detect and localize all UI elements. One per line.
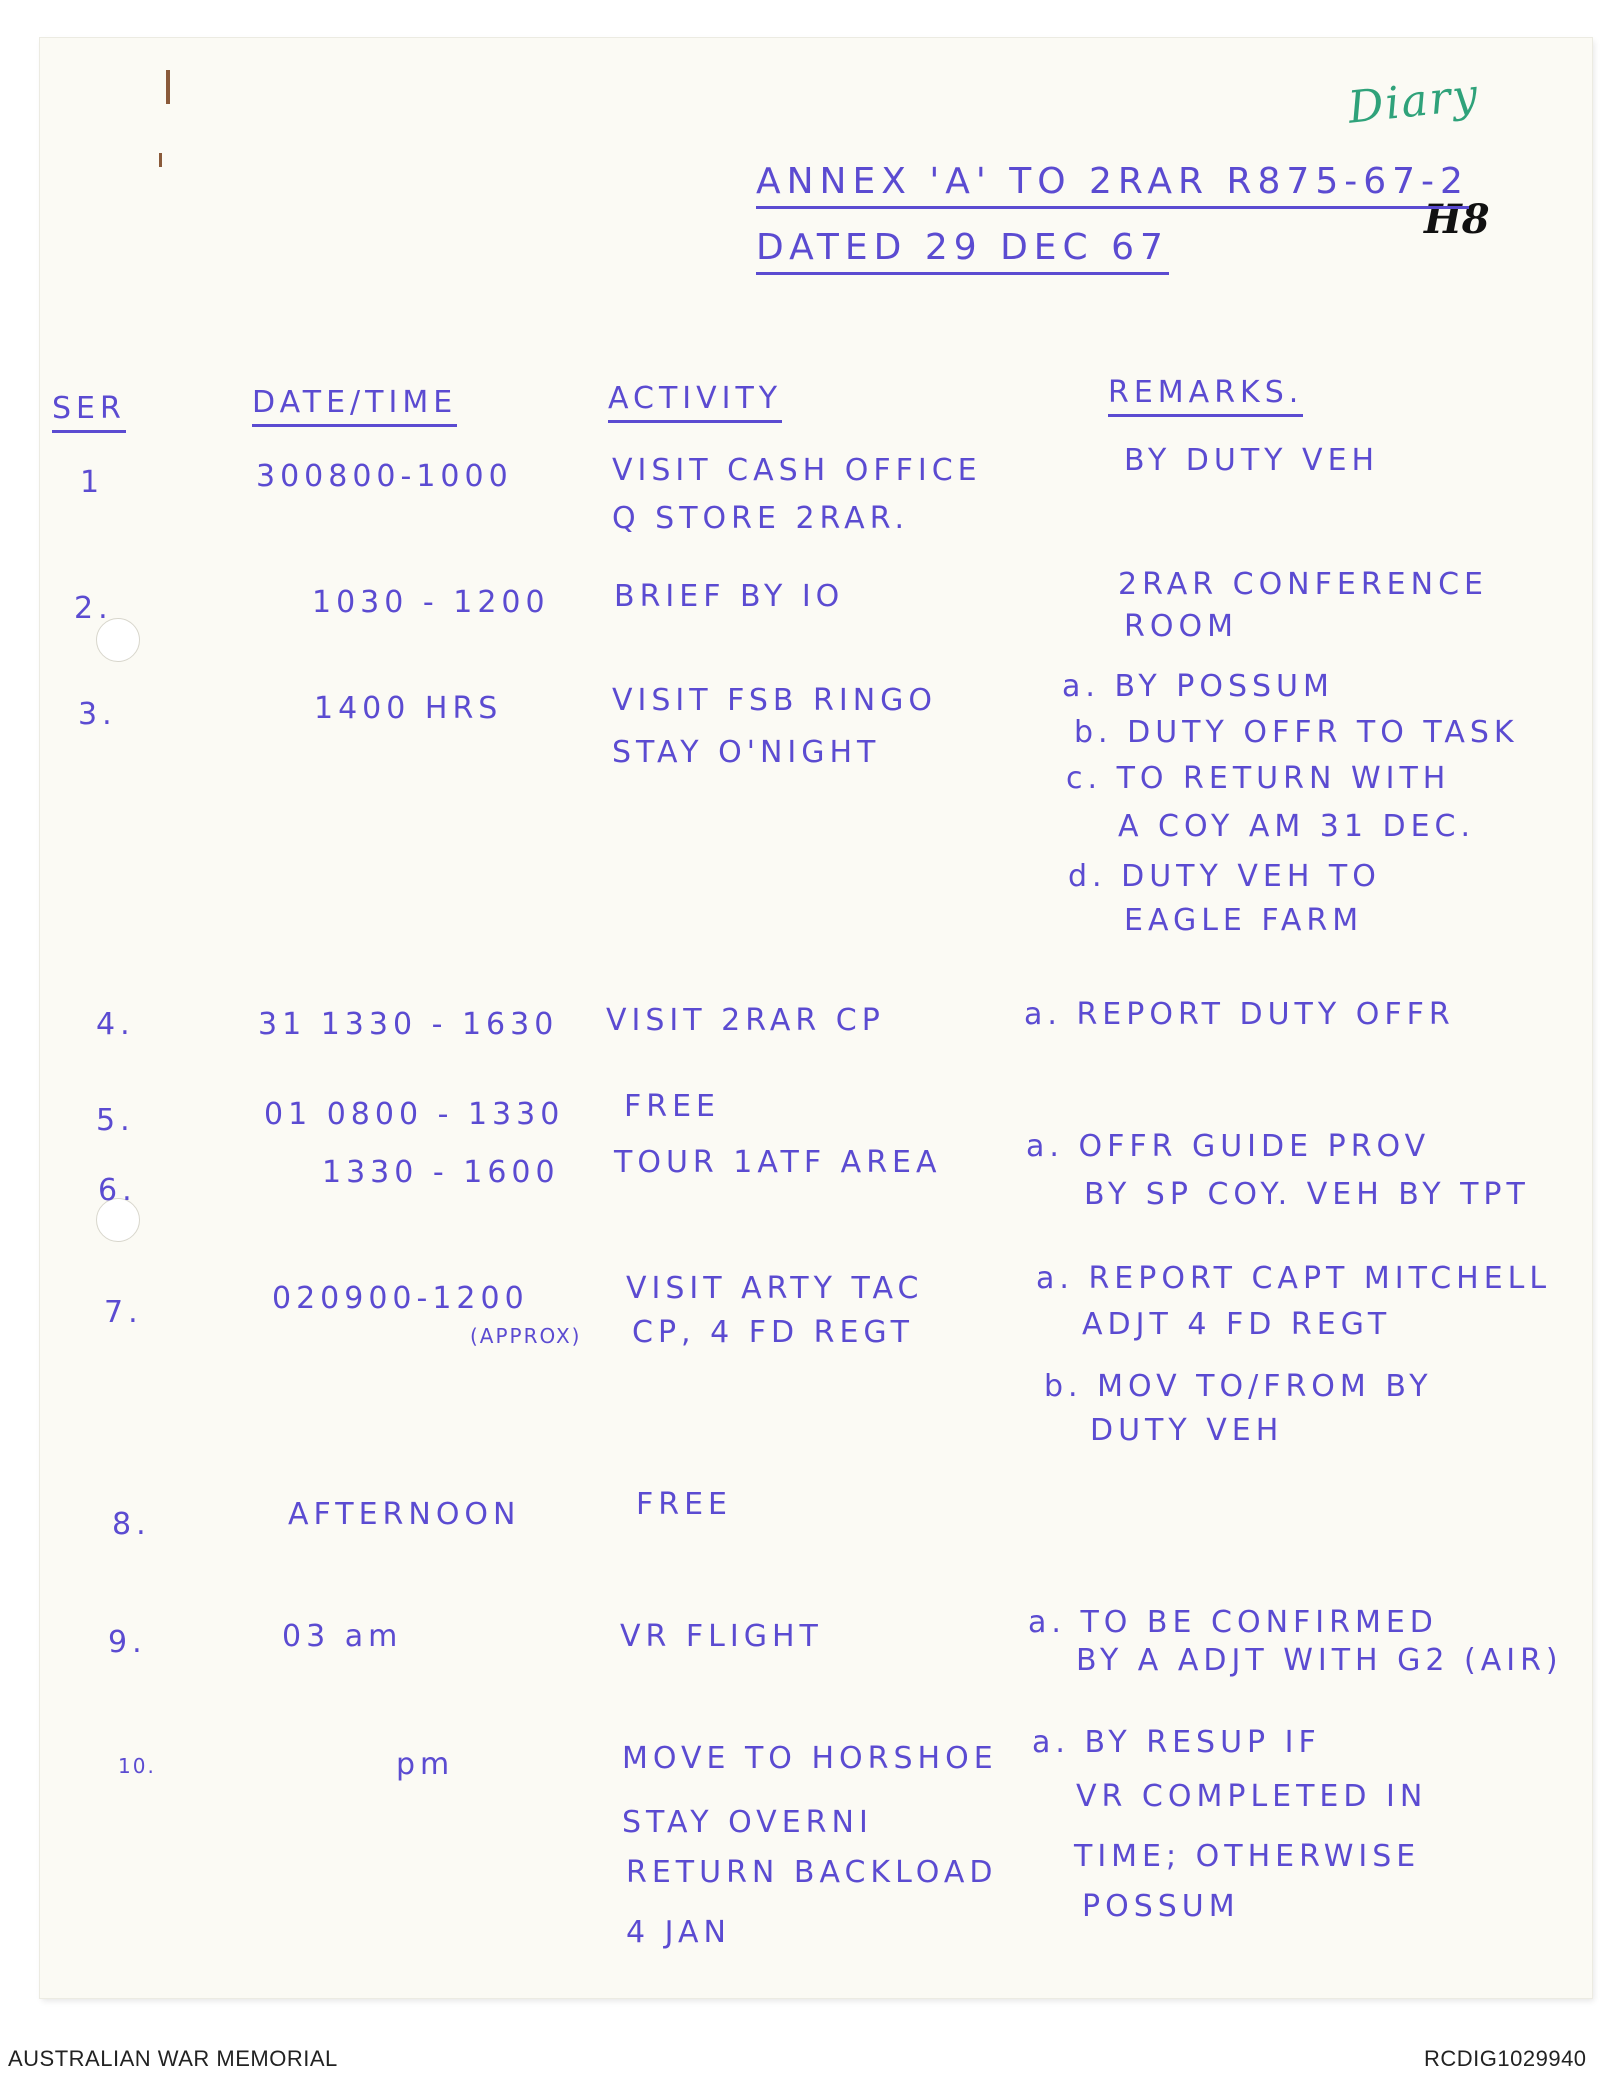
- dated-heading: DATED 29 DEC 67: [756, 230, 1169, 275]
- row-remarks: a. TO BE CONFIRMED: [1028, 1605, 1438, 1640]
- row-remarks: a. BY RESUP IF: [1032, 1725, 1321, 1760]
- row-remarks: EAGLE FARM: [1124, 903, 1364, 938]
- row-datetime: 020900-1200: [272, 1281, 529, 1316]
- row-activity: STAY O'NIGHT: [612, 735, 881, 770]
- row-remarks: POSSUM: [1082, 1889, 1240, 1924]
- col-header-activity: ACTIVITY: [608, 384, 782, 423]
- row-remarks: ADJT 4 FD REGT: [1082, 1307, 1392, 1342]
- col-header-ser: SER: [52, 394, 126, 433]
- row-activity: RETURN BACKLOAD: [626, 1855, 998, 1890]
- row-ser: 2.: [74, 591, 113, 626]
- annex-heading: ANNEX 'A' TO 2RAR R875-67-2: [756, 164, 1469, 209]
- row-datetime: AFTERNOON: [288, 1497, 521, 1532]
- row-ser: 9.: [108, 1625, 147, 1660]
- row-ser: 5.: [96, 1103, 135, 1138]
- row-activity: STAY OVERNI: [622, 1805, 873, 1840]
- row-datetime-note: (APPROX): [470, 1324, 582, 1348]
- row-remarks: b. MOV TO/FROM BY: [1044, 1369, 1433, 1404]
- row-remarks: 2RAR CONFERENCE: [1118, 567, 1488, 602]
- row-activity: VISIT ARTY TAC: [626, 1271, 924, 1306]
- row-remarks: ROOM: [1124, 609, 1238, 644]
- row-remarks: BY DUTY VEH: [1124, 443, 1380, 478]
- row-activity: VISIT FSB RINGO: [612, 683, 938, 718]
- row-activity: FREE: [636, 1487, 733, 1522]
- row-remarks: a. REPORT CAPT MITCHELL: [1036, 1261, 1552, 1296]
- col-header-remarks: REMARKS.: [1108, 378, 1303, 417]
- row-activity: CP, 4 FD REGT: [632, 1315, 914, 1350]
- row-datetime: 300800-1000: [256, 459, 513, 494]
- footer-source: AUSTRALIAN WAR MEMORIAL: [8, 2046, 338, 2071]
- row-datetime: 01 0800 - 1330: [264, 1097, 565, 1132]
- reference-h8: H8: [1424, 196, 1490, 243]
- row-activity: BRIEF BY IO: [614, 579, 845, 614]
- row-activity: TOUR 1ATF AREA: [614, 1145, 942, 1180]
- row-activity: Q STORE 2RAR.: [612, 501, 910, 536]
- staple-mark: [159, 153, 162, 167]
- row-remarks: a. OFFR GUIDE PROV: [1026, 1129, 1431, 1164]
- row-activity: VISIT 2RAR CP: [606, 1003, 885, 1038]
- row-activity: VR FLIGHT: [620, 1619, 823, 1654]
- row-datetime: 1030 - 1200: [312, 585, 550, 620]
- row-remarks: TIME; OTHERWISE: [1074, 1839, 1421, 1874]
- staple-mark: [166, 70, 170, 104]
- row-activity: VISIT CASH OFFICE: [612, 453, 982, 488]
- row-ser: 1: [80, 465, 105, 500]
- row-ser: 7.: [104, 1295, 143, 1330]
- row-ser: 6.: [98, 1173, 137, 1208]
- row-datetime: 03 am: [282, 1619, 403, 1654]
- row-remarks: a. REPORT DUTY OFFR: [1024, 997, 1455, 1032]
- row-datetime: 1330 - 1600: [322, 1155, 560, 1190]
- row-remarks: c. TO RETURN WITH: [1066, 761, 1451, 796]
- row-ser: 10.: [118, 1754, 156, 1778]
- row-remarks: a. BY POSSUM: [1062, 669, 1334, 704]
- row-ser: 3.: [78, 697, 117, 732]
- row-datetime: 1400 HRS: [314, 691, 503, 726]
- row-remarks: d. DUTY VEH TO: [1068, 859, 1381, 894]
- row-remarks: VR COMPLETED IN: [1076, 1779, 1428, 1814]
- row-remarks: BY SP COY. VEH BY TPT: [1084, 1177, 1530, 1212]
- row-activity: MOVE TO HORSHOE: [622, 1741, 998, 1776]
- row-activity: FREE: [624, 1089, 721, 1124]
- row-ser: 4.: [96, 1007, 135, 1042]
- footer-id: RCDIG1029940: [1424, 2046, 1587, 2071]
- row-remarks: DUTY VEH: [1090, 1413, 1284, 1448]
- row-remarks: BY A ADJT WITH G2 (AIR): [1076, 1643, 1563, 1678]
- row-ser: 8.: [112, 1507, 151, 1542]
- row-remarks: b. DUTY OFFR TO TASK: [1074, 715, 1519, 750]
- row-datetime: 31 1330 - 1630: [258, 1007, 559, 1042]
- row-activity: 4 JAN: [626, 1915, 731, 1950]
- col-header-datetime: DATE/TIME: [252, 388, 457, 427]
- diary-annotation: Diary: [1345, 69, 1482, 134]
- row-datetime: pm: [396, 1747, 455, 1782]
- row-remarks: A COY AM 31 DEC.: [1118, 809, 1476, 844]
